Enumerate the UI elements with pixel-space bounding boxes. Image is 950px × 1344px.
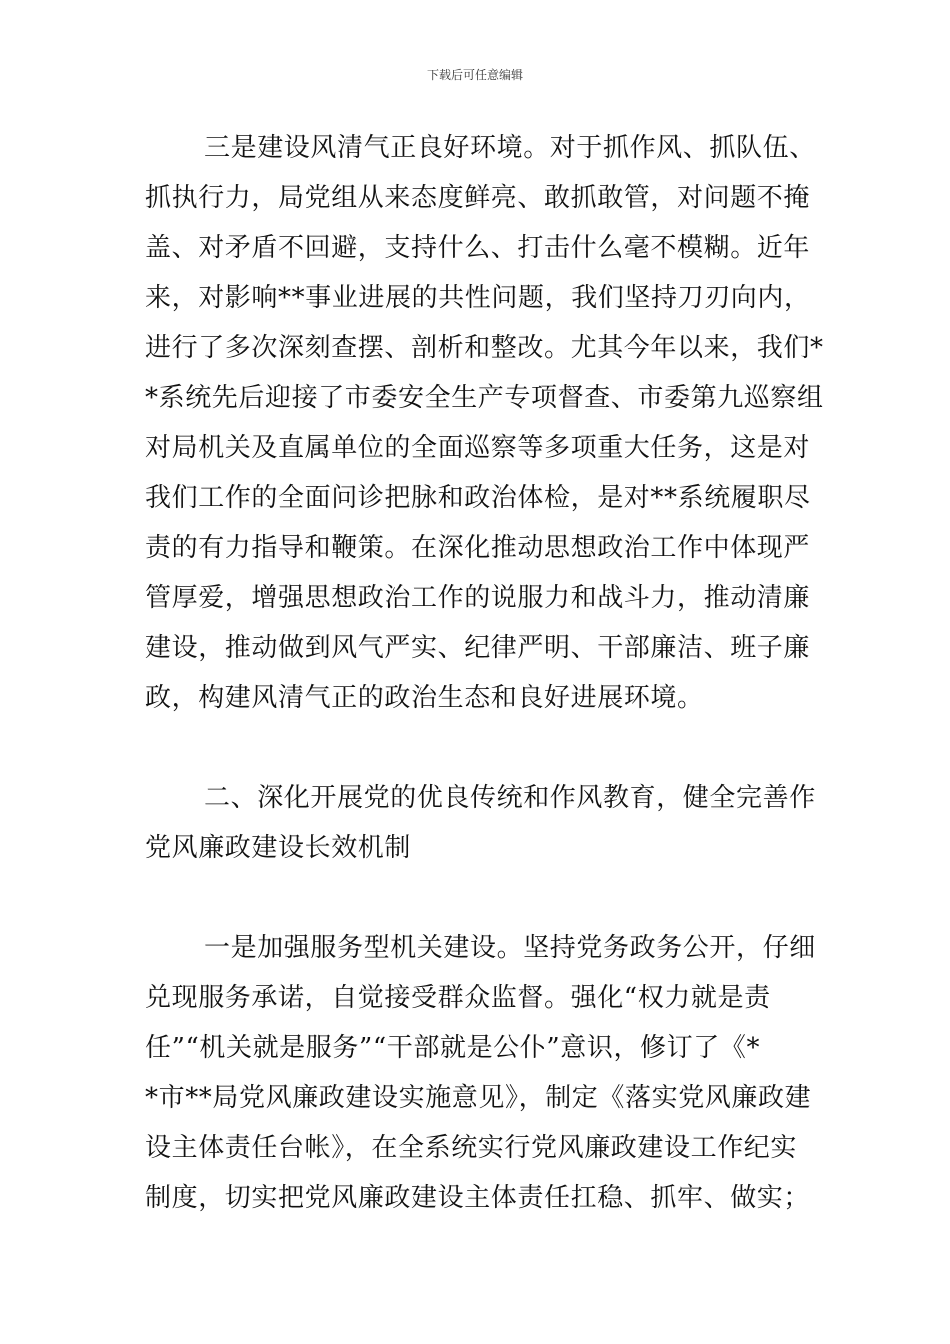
- text-line: 兑现服务承诺，自觉接受群众监督。强化“权力就是责: [145, 983, 771, 1013]
- text-line: 三是建设风清气正良好环境。对于抓作风、抓队伍、: [204, 133, 816, 163]
- text-line: 抓执行力，局党组从来态度鲜亮、敢抓敢管，对问题不掩: [145, 183, 811, 213]
- text-line: 责的有力指导和鞭策。在深化推动思想政治工作中体现严: [145, 533, 811, 563]
- text-line: 管厚爱，增强思想政治工作的说服力和战斗力，推动清廉: [145, 583, 811, 613]
- text-line: *系统先后迎接了市委安全生产专项督查、市委第九巡察组: [145, 383, 824, 413]
- text-line: 建设，推动做到风气严实、纪律严明、干部廉洁、班子廉: [145, 633, 811, 663]
- text-line: 制度，切实把党风廉政建设主体责任扛稳、抓牢、做实；: [145, 1183, 811, 1213]
- text-line: 政，构建风清气正的政治生态和良好进展环境。: [145, 683, 704, 713]
- text-line: 来，对影响**事业进展的共性问题，我们坚持刀刃向内，: [145, 283, 811, 313]
- text-line: 盖、对矛盾不回避，支持什么、打击什么毫不模糊。近年: [145, 233, 811, 263]
- text-line: 进行了多次深刻查摆、剖析和整改。尤其今年以来，我们*: [145, 333, 824, 363]
- text-line: *市**局党风廉政建设实施意见》，制定《落实党风廉政建: [145, 1083, 812, 1113]
- text-line: 设主体责任台帐》，在全系统实行党风廉政建设工作纪实: [145, 1133, 798, 1163]
- text-line: 一是加强服务型机关建设。坚持党务政务公开，仔细: [204, 933, 816, 963]
- heading-line: 二、深化开展党的优良传统和作风教育，健全完善作: [204, 783, 816, 813]
- text-line: 对局机关及直属单位的全面巡察等多项重大任务，这是对: [145, 433, 811, 463]
- text-line: 任”“机关就是服务”“干部就是公仆”意识，修订了《*: [145, 1033, 761, 1063]
- heading-line: 党风廉政建设长效机制: [145, 833, 412, 863]
- text-line: 我们工作的全面问诊把脉和政治体检，是对**系统履职尽: [145, 483, 811, 513]
- header-note: 下载后可任意编辑: [426, 68, 523, 82]
